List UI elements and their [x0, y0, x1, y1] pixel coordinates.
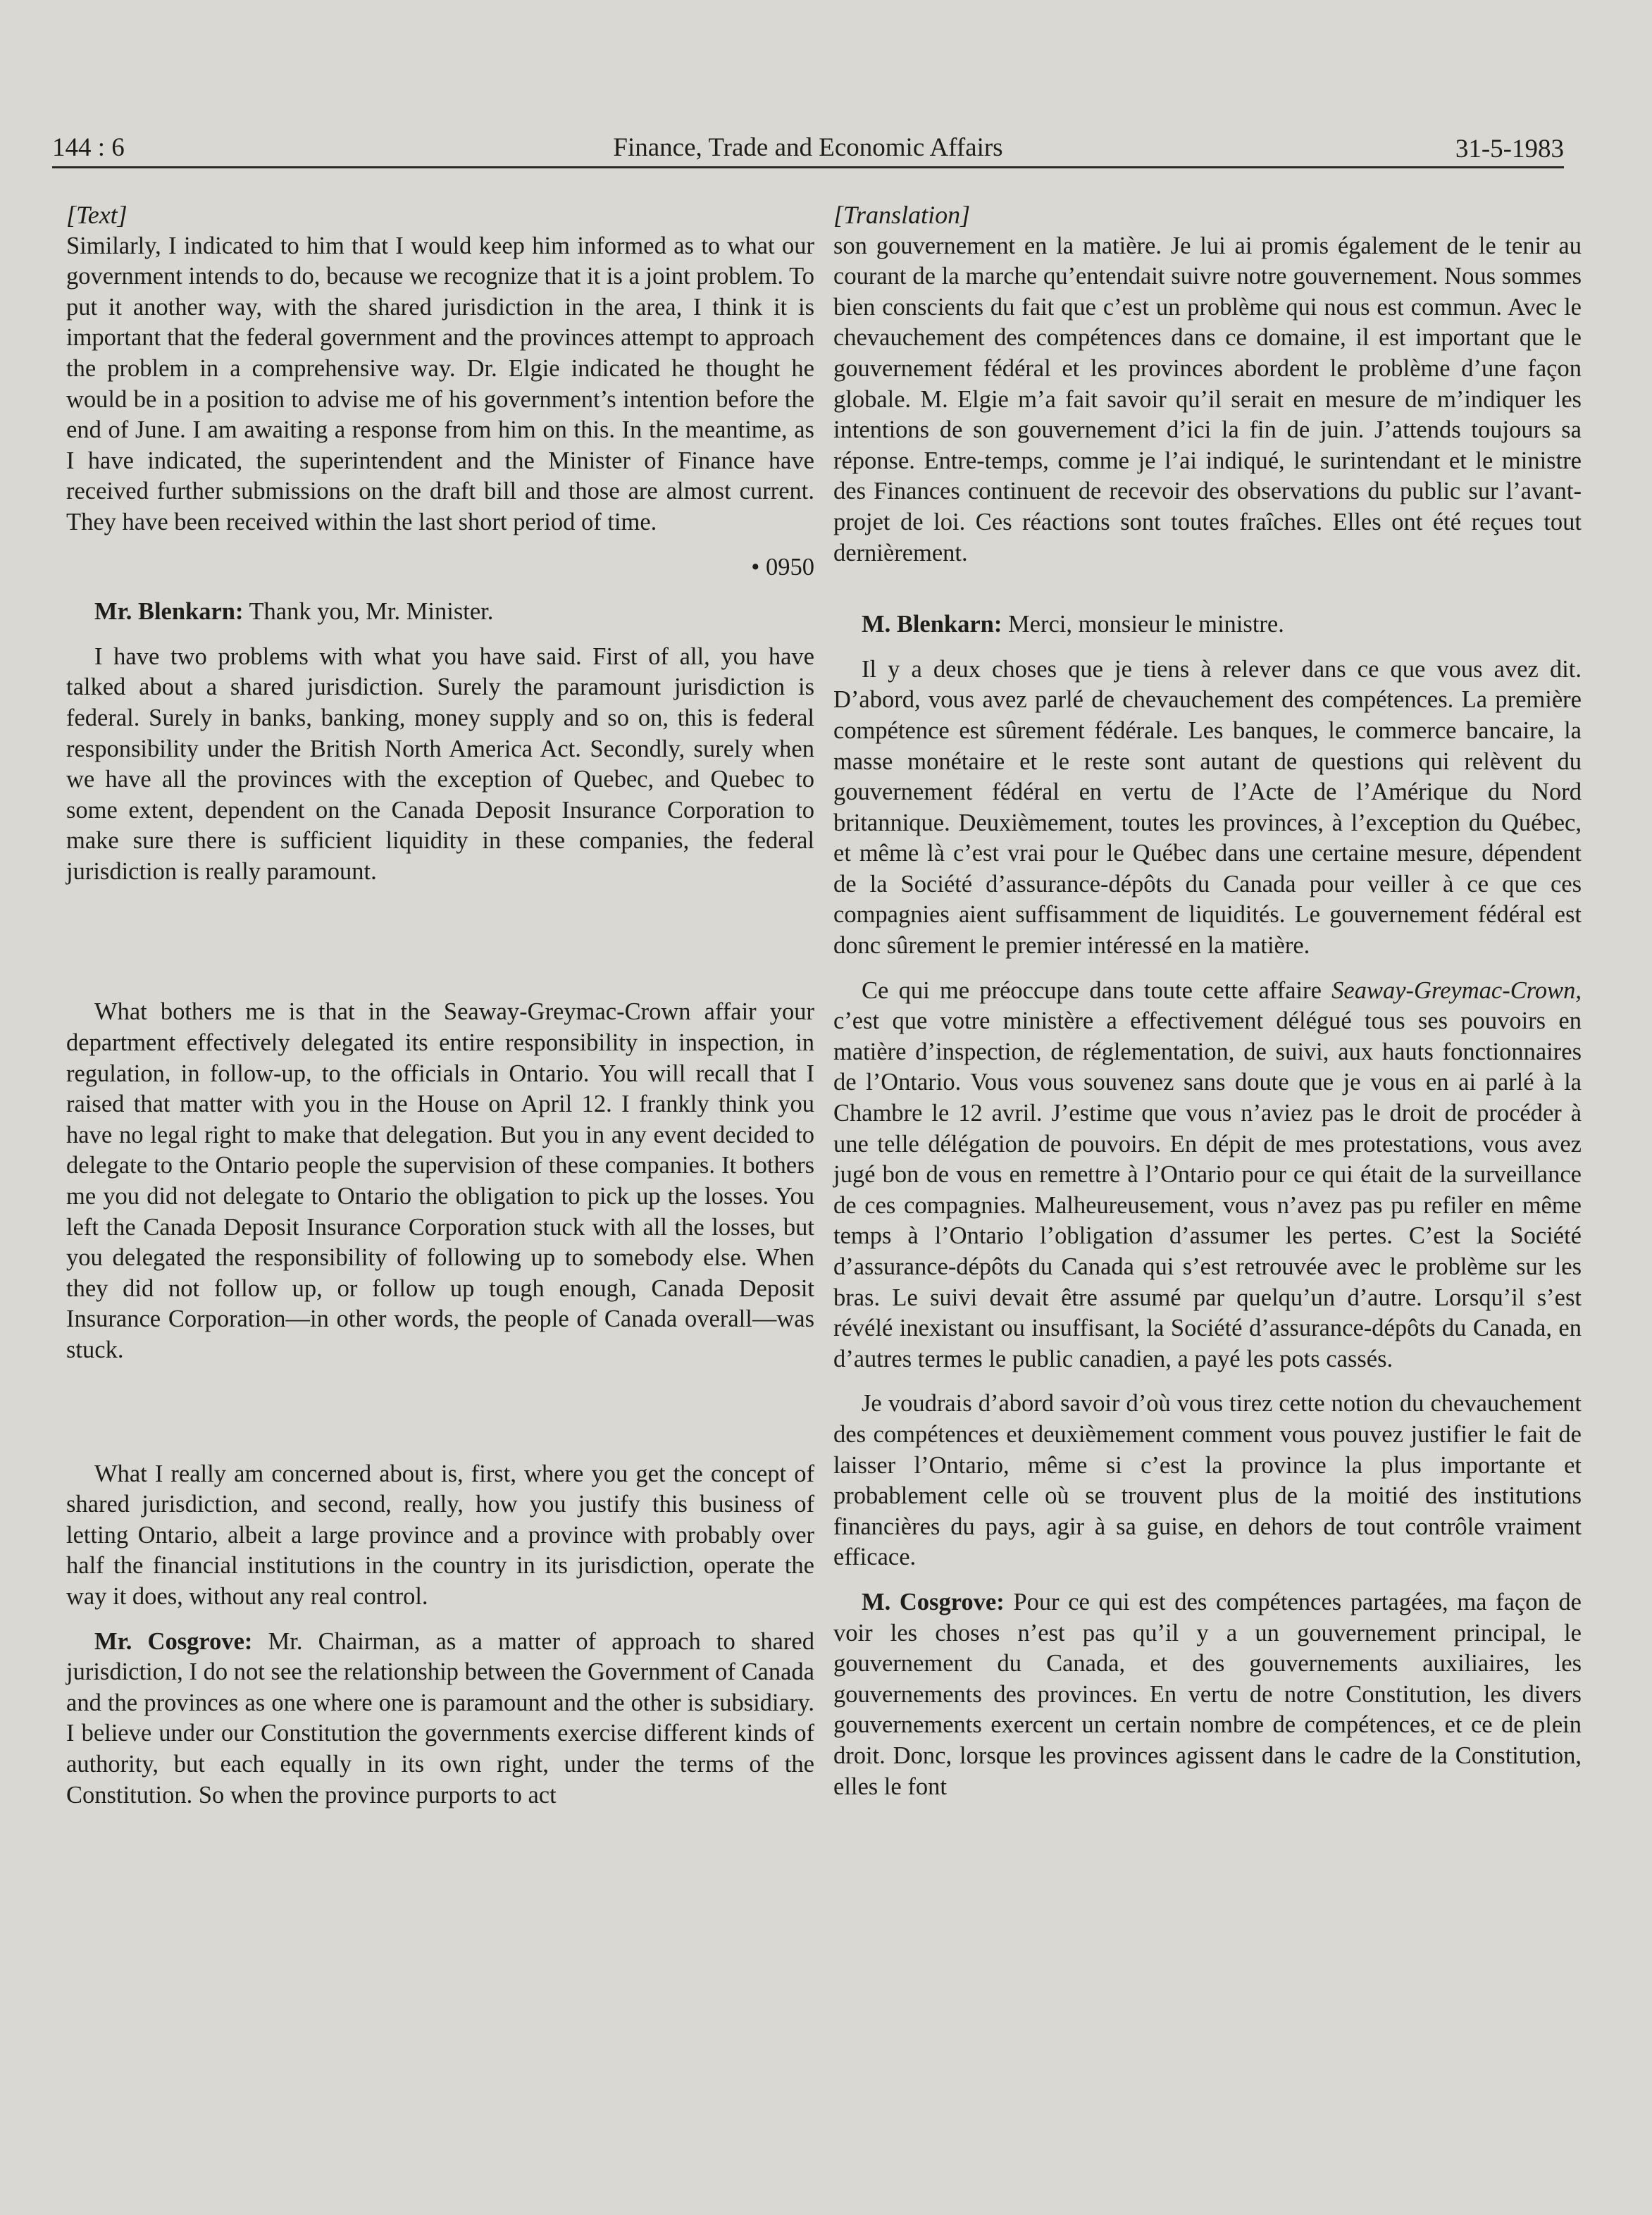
- paragraph: Il y a deux choses que je tiens à relever dans ce que vous avez dit. D’abord, vous avez parlé de chevauchement des compétences. La première compétence est sûrement fédérale. Les banques, le commerce bancaire, la masse monétaire et le reste sont autant de questions qui relèvent du gouvernement fédéral en vertu de l’Acte de l’Amérique du Nord britannique. Deuxièmement, toutes les provinces, à l’exception du Québec, et même là c’est vrai pour le Québec dans une certaine mesure, dépendent de la Société d’assurance-dépôts du Canada pour veiller à ce que ces compagnies aient suffisamment de liquidités. Le gouvernement fédéral est donc sûrement le premier intéressé en la matière.: [833, 655, 1582, 960]
- committee-title: Finance, Trade and Economic Affairs: [613, 133, 1003, 162]
- paragraph: What bothers me is that in the Seaway-Greymac-Crown affair your department effectively delegated its entire responsibility in inspection, in regulation, in follow-up, to the officials in Ontario. You will recall that I raised that matter with you in the House on April 12. I frankly think you have no legal right to make that delegation. But you in any event decided to delegate to the Ontario people the supervision of these companies. It bothers me you did not delegate to Ontario the obligation to pick up the losses. You left the Canada Deposit Insurance Corporation stuck with all the losses, but you delegated the responsibility of following up to somebody else. When they did not follow up, or follow up tough enough, Canada Deposit Insurance Corporation—in other words, the people of Canada overall—was stuck.: [66, 998, 814, 1363]
- speaker-name: M. Blenkarn:: [862, 611, 1002, 638]
- page-header: [52, 127, 1564, 166]
- paragraph: I have two problems with what you have said. First of all, you have talked about a shared jurisdiction. Surely the paramount jurisdiction is federal. Surely in banks, banking, money supply and so on, this is federal responsibility under the British North America Act. Secondly, surely when we have all the provinces with the exception of Quebec, and Quebec to some extent, dependent on the Canada Deposit Insurance Corporation to make sure there is sufficient liquidity in these companies, the federal jurisdiction is really paramount.: [66, 643, 814, 885]
- timestamp: • 0950: [751, 553, 814, 581]
- speaker-name: M. Cosgrove:: [862, 1588, 1005, 1615]
- french-column: [833, 200, 1582, 1802]
- header-rule: [52, 166, 1564, 168]
- paragraph: [833, 976, 1582, 1375]
- speech-text: Mr. Chairman, as a matter of approach to shared jurisdiction, I do not see the relationship between the Government of Canada and the provinces as one where one is paramount and the other is subsidiary. I believe under our Constitution the governments exercise different kinds of authority, but each equally in its own right, under the terms of the Constitution. So when the province purports to act: [66, 1627, 814, 1808]
- speaker-name: Mr. Blenkarn:: [94, 598, 244, 626]
- speech-text: c’est que votre ministère a effectivement délégué tous ses pouvoirs en matière d’inspection, de réglementation, de suivi, aux hauts fonctionnaires de l’Ontario. Vous vous souvenez sans doute que je vous en ai parlé à la Chambre le 12 avril. J’estime que vous n’aviez pas le droit de procéder à une telle délégation de pouvoirs. En dépit de mes protestations, vous avez jugé bon de vous en remettre à l’Ontario pour ce qui était de la surveillance de ces compagnies. Malheureusement, vous n’avez pas pu refiler en même temps à l’Ontario l’obligation d’assumer les pertes. C’est la Société d’assurance-dépôts du Canada qui s’est retrouvée avec le problème sur les bras. Le suivi devait être assumé par quelqu’un d’autre. Lorsqu’il s’est révélé inexistant ou insuffisant, la Société d’assurance-dépôts du Canada, en d’autres termes le public canadien, a payé les pots cassés.: [833, 1007, 1582, 1372]
- paragraph: son gouvernement en la matière. Je lui ai promis également de le tenir au courant de la marche qu’entendait suivre notre gouvernement. Nous sommes bien conscients du fait que c’est un problème qui nous est commun. Avec le chevauchement des compétences dans ce domaine, il est important que le gouvernement fédéral et les provinces abordent le problème d’une façon globale. M. Elgie m’a fait savoir qu’il serait en mesure de m’indiquer les intentions de son gouvernement d’ici la fin de juin. J’attends toujours sa réponse. Entre-temps, comme je l’ai indiqué, le surintendant et le ministre des Finances continuent de recevoir des observations du public sur l’avant-projet de loi. Ces réactions sont toutes fraîches. Elles ont été reçues tout dernièrement.: [833, 232, 1582, 566]
- paragraph: Je voudrais d’abord savoir d’où vous tirez cette notion du chevauchement des compétences et deuxièmement comment vous pouvez justifier le fait de laisser l’Ontario, même si c’est la province la plus importante et probablement celle où se trouvent plus de la moitié des institutions financières du pays, agir à sa guise, en dehors de tout contrôle vraiment efficace.: [833, 1390, 1582, 1571]
- paragraph: [66, 1627, 814, 1811]
- language-tag: [Translation]: [833, 201, 971, 229]
- english-column: [66, 200, 814, 1811]
- paragraph: What I really am concerned about is, first, where you get the concept of shared jurisdiction, and second, really, how you justify this business of letting Ontario, albeit a large province and a province with probably over half the financial institutions in the country in its jurisdiction, operate the way it does, without any real control.: [66, 1460, 814, 1610]
- paragraph: [833, 609, 1582, 640]
- speech-text: Pour ce qui est des compétences partagées, ma façon de voir les choses n’est pas qu’il y a un gouvernement principal, le gouvernement du Canada, et des gouvernements auxiliaires, les gouvernements des provinces. En vertu de notre Constitution, les divers gouvernements exercent un certain nombre de compétences, et ce de plein droit. Donc, lorsque les provinces agissent dans le cadre de la Constitution, elles le font: [833, 1588, 1582, 1800]
- speech-text: Thank you, Mr. Minister.: [243, 598, 494, 626]
- paragraph: Similarly, I indicated to him that I would keep him informed as to what our government intends to do, because we recognize that it is a joint problem. To put it another way, with the shared jurisdiction in the area, I think it is important that the federal government and the provinces attempt to approach the problem in a comprehensive way. Dr. Elgie indicated he thought he would be in a position to advise me of his government’s intention before the end of June. I am awaiting a response from him on this. In the meantime, as I have indicated, the superintendent and the Minister of Finance have received further submissions on the draft bill and those are almost current. They have been received within the last short period of time.: [66, 232, 814, 535]
- language-tag: [Text]: [66, 201, 128, 229]
- page-number: 144 : 6: [52, 133, 125, 162]
- paragraph: [833, 1587, 1582, 1802]
- speech-text: Ce qui me préoccupe dans toute cette affaire: [862, 976, 1332, 1004]
- speech-text: Merci, monsieur le ministre.: [1002, 611, 1284, 638]
- sitting-date: 31-5-1983: [1455, 135, 1564, 163]
- affair-name: Seaway-Greymac-Crown,: [1331, 976, 1582, 1004]
- paragraph: [66, 597, 814, 628]
- speaker-name: Mr. Cosgrove:: [94, 1627, 253, 1655]
